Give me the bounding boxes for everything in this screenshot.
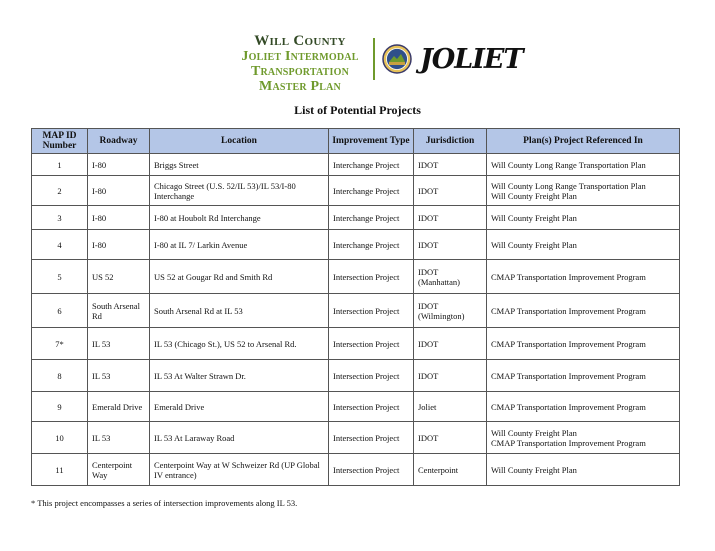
jurisdiction-cell: IDOT xyxy=(414,422,487,454)
roadway-cell: I-80 xyxy=(88,206,150,230)
plans-cell: CMAP Transportation Improvement Program xyxy=(487,294,680,328)
jurisdiction-cell: IDOT xyxy=(414,154,487,176)
improvement-type-cell: Intersection Project xyxy=(329,328,414,360)
table-row xyxy=(32,294,680,328)
jurisdiction-cell: IDOT xyxy=(414,328,487,360)
footnote: * This project encompasses a series of intersection improvements along IL 53. xyxy=(31,498,298,508)
map-id-cell: 9 xyxy=(32,392,88,422)
plans-cell: Will County Long Range Transportation Plan Will County Freight Plan xyxy=(487,176,680,206)
map-id-cell: 2 xyxy=(32,176,88,206)
table-row xyxy=(32,260,680,294)
table-row xyxy=(32,360,680,392)
plans-cell: Will County Long Range Transportation Plan xyxy=(487,154,680,176)
map-id-cell: 5 xyxy=(32,260,88,294)
table-row xyxy=(32,176,680,206)
improvement-type-cell: Interchange Project xyxy=(329,230,414,260)
roadway-cell: Emerald Drive xyxy=(88,392,150,422)
map-id-cell: 6 xyxy=(32,294,88,328)
plans-cell: Will County Freight Plan xyxy=(487,206,680,230)
map-id-cell: 4 xyxy=(32,230,88,260)
table-row xyxy=(32,206,680,230)
location-cell: IL 53 At Walter Strawn Dr. xyxy=(150,360,329,392)
roadway-cell: IL 53 xyxy=(88,328,150,360)
roadway-cell: I-80 xyxy=(88,176,150,206)
improvement-type-cell: Intersection Project xyxy=(329,360,414,392)
location-cell: I-80 at Houbolt Rd Interchange xyxy=(150,206,329,230)
map-id-cell: 8 xyxy=(32,360,88,392)
col-improvement-type: Improvement Type xyxy=(329,129,414,154)
roadway-cell: IL 53 xyxy=(88,360,150,392)
plans-cell: CMAP Transportation Improvement Program xyxy=(487,360,680,392)
table-row xyxy=(32,230,680,260)
jurisdiction-cell: IDOT xyxy=(414,360,487,392)
col-location: Location xyxy=(150,129,329,154)
location-cell: South Arsenal Rd at IL 53 xyxy=(150,294,329,328)
title-line-master-plan: Master Plan xyxy=(259,79,341,94)
map-id-cell: 1 xyxy=(32,154,88,176)
location-cell: Briggs Street xyxy=(150,154,329,176)
improvement-type-cell: Intersection Project xyxy=(329,454,414,486)
table-row xyxy=(32,454,680,486)
title-line-transportation: Transportation xyxy=(250,64,350,79)
page-header xyxy=(0,0,715,100)
col-map-id: MAP ID Number xyxy=(32,129,88,154)
roadway-cell: IL 53 xyxy=(88,422,150,454)
jurisdiction-cell: IDOT xyxy=(414,230,487,260)
joliet-logo: JOLIET xyxy=(420,44,523,75)
map-id-cell: 7* xyxy=(32,328,88,360)
map-id-cell: 3 xyxy=(32,206,88,230)
header-divider xyxy=(373,38,375,80)
roadway-cell: I-80 xyxy=(88,154,150,176)
document-title: List of Potential Projects xyxy=(294,103,421,117)
plan-title xyxy=(230,34,370,94)
roadway-cell: South Arsenal Rd xyxy=(88,294,150,328)
table-row xyxy=(32,328,680,360)
table-header-row xyxy=(32,129,680,154)
jurisdiction-cell: IDOT (Wilmington) xyxy=(414,294,487,328)
roadway-cell: US 52 xyxy=(88,260,150,294)
title-line-county: Will County xyxy=(254,33,346,49)
location-cell: IL 53 At Laraway Road xyxy=(150,422,329,454)
jurisdiction-cell: IDOT xyxy=(414,206,487,230)
location-cell: IL 53 (Chicago St.), US 52 to Arsenal Rd. xyxy=(150,328,329,360)
plans-cell: CMAP Transportation Improvement Program xyxy=(487,260,680,294)
jurisdiction-cell: IDOT xyxy=(414,176,487,206)
location-cell: US 52 at Gougar Rd and Smith Rd xyxy=(150,260,329,294)
col-plans: Plan(s) Project Referenced In xyxy=(487,129,680,154)
improvement-type-cell: Interchange Project xyxy=(329,154,414,176)
plans-cell: Will County Freight Plan xyxy=(487,454,680,486)
jurisdiction-cell: IDOT (Manhattan) xyxy=(414,260,487,294)
table-row xyxy=(32,422,680,454)
improvement-type-cell: Intersection Project xyxy=(329,294,414,328)
table-row xyxy=(32,392,680,422)
location-cell: Emerald Drive xyxy=(150,392,329,422)
improvement-type-cell: Interchange Project xyxy=(329,176,414,206)
plans-cell: Will County Freight Plan CMAP Transportation Improvement Program xyxy=(487,422,680,454)
map-id-cell: 10 xyxy=(32,422,88,454)
plans-cell: CMAP Transportation Improvement Program xyxy=(487,392,680,422)
improvement-type-cell: Intersection Project xyxy=(329,422,414,454)
plans-cell: CMAP Transportation Improvement Program xyxy=(487,328,680,360)
plans-cell: Will County Freight Plan xyxy=(487,230,680,260)
roadway-cell: Centerpoint Way xyxy=(88,454,150,486)
city-seal-icon xyxy=(382,44,412,74)
map-id-cell: 11 xyxy=(32,454,88,486)
roadway-cell: I-80 xyxy=(88,230,150,260)
jurisdiction-cell: Joliet xyxy=(414,392,487,422)
improvement-type-cell: Interchange Project xyxy=(329,206,414,230)
location-cell: Chicago Street (U.S. 52/IL 53)/IL 53/I-80 Interchange xyxy=(150,176,329,206)
improvement-type-cell: Intersection Project xyxy=(329,260,414,294)
title-line-joliet: Joliet Intermodal xyxy=(241,49,359,64)
improvement-type-cell: Intersection Project xyxy=(329,392,414,422)
col-roadway: Roadway xyxy=(88,129,150,154)
jurisdiction-cell: Centerpoint xyxy=(414,454,487,486)
table-row xyxy=(32,154,680,176)
location-cell: I-80 at IL 7/ Larkin Avenue xyxy=(150,230,329,260)
col-jurisdiction: Jurisdiction xyxy=(414,129,487,154)
projects-table xyxy=(31,128,680,486)
location-cell: Centerpoint Way at W Schweizer Rd (UP Global IV entrance) xyxy=(150,454,329,486)
